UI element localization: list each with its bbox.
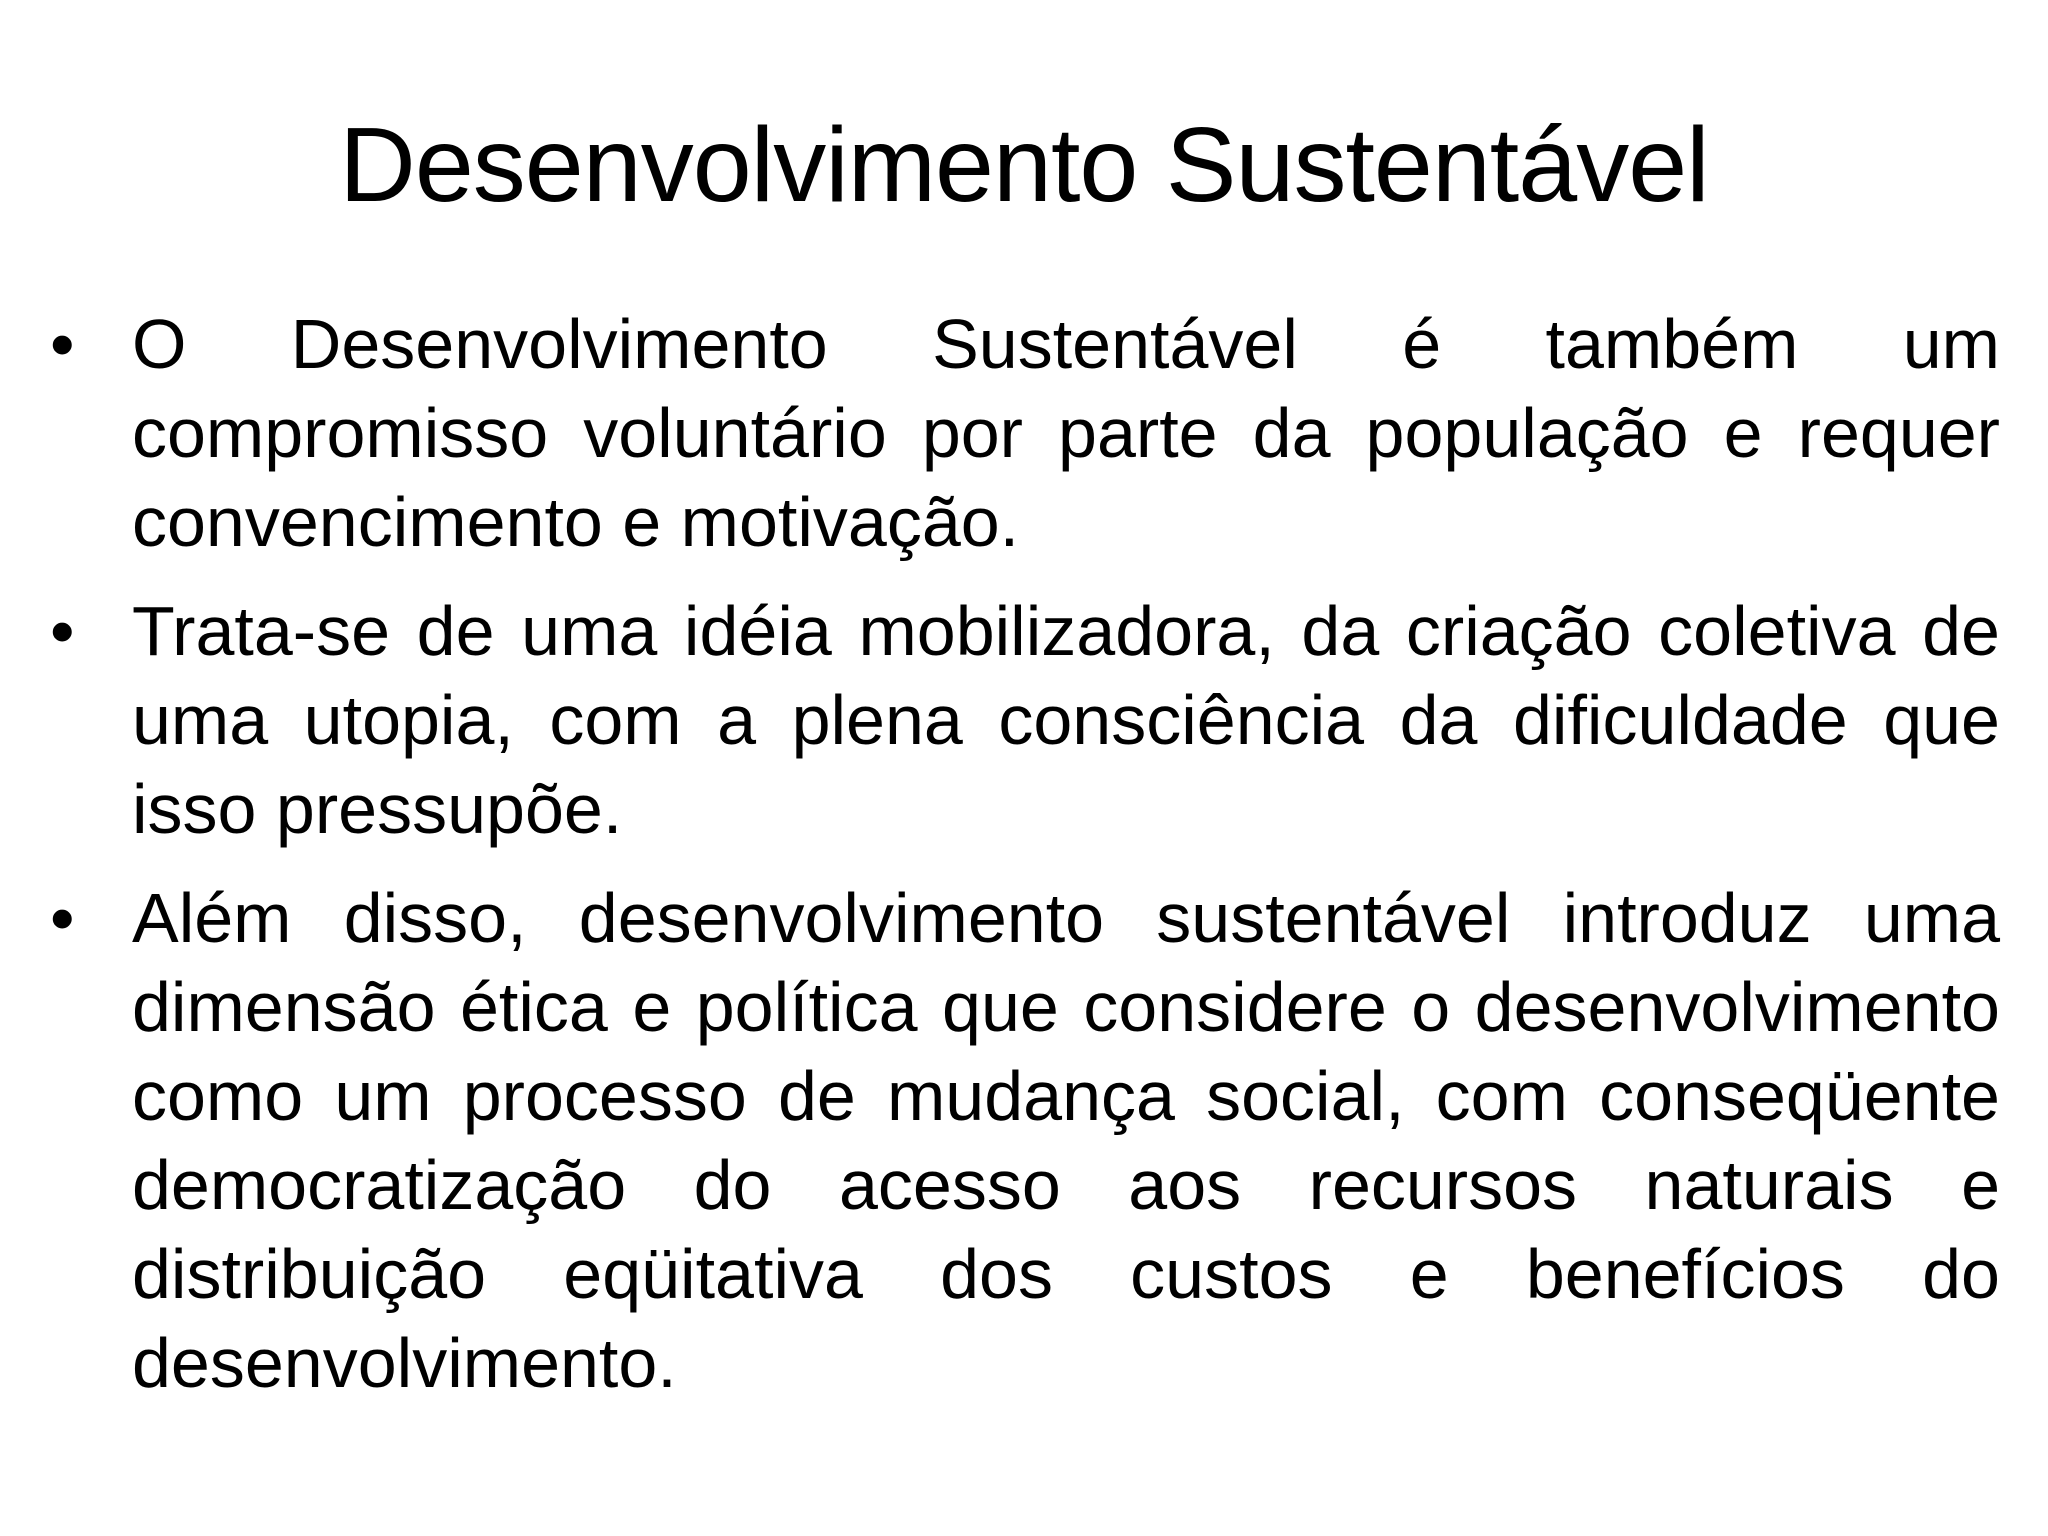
bullet-list <box>50 300 2000 1428</box>
bullet-marker: • <box>50 592 75 670</box>
bullet-item <box>50 300 2000 567</box>
bullet-text: O Desenvolvimento Sustentável é também um compromisso voluntário por parte da população e requer convencimento e motivação. <box>132 305 2000 561</box>
bullet-marker: • <box>50 879 75 957</box>
bullet-item <box>50 874 2000 1408</box>
bullet-item <box>50 587 2000 854</box>
bullet-text: Trata-se de uma idéia mobilizadora, da criação coletiva de uma utopia, com a plena consciência da dificuldade que isso pressupõe. <box>132 592 2000 848</box>
bullet-marker: • <box>50 305 75 383</box>
bullet-text: Além disso, desenvolvimento sustentável introduz uma dimensão ética e política que considere o desenvolvimento como um processo de mudança social, com conseqüente democratização do acesso aos recursos naturais e distribuição eqüitativa dos custos e benefícios do desenvolvimento. <box>132 879 2000 1402</box>
slide-title: Desenvolvimento Sustentável <box>339 106 1709 224</box>
